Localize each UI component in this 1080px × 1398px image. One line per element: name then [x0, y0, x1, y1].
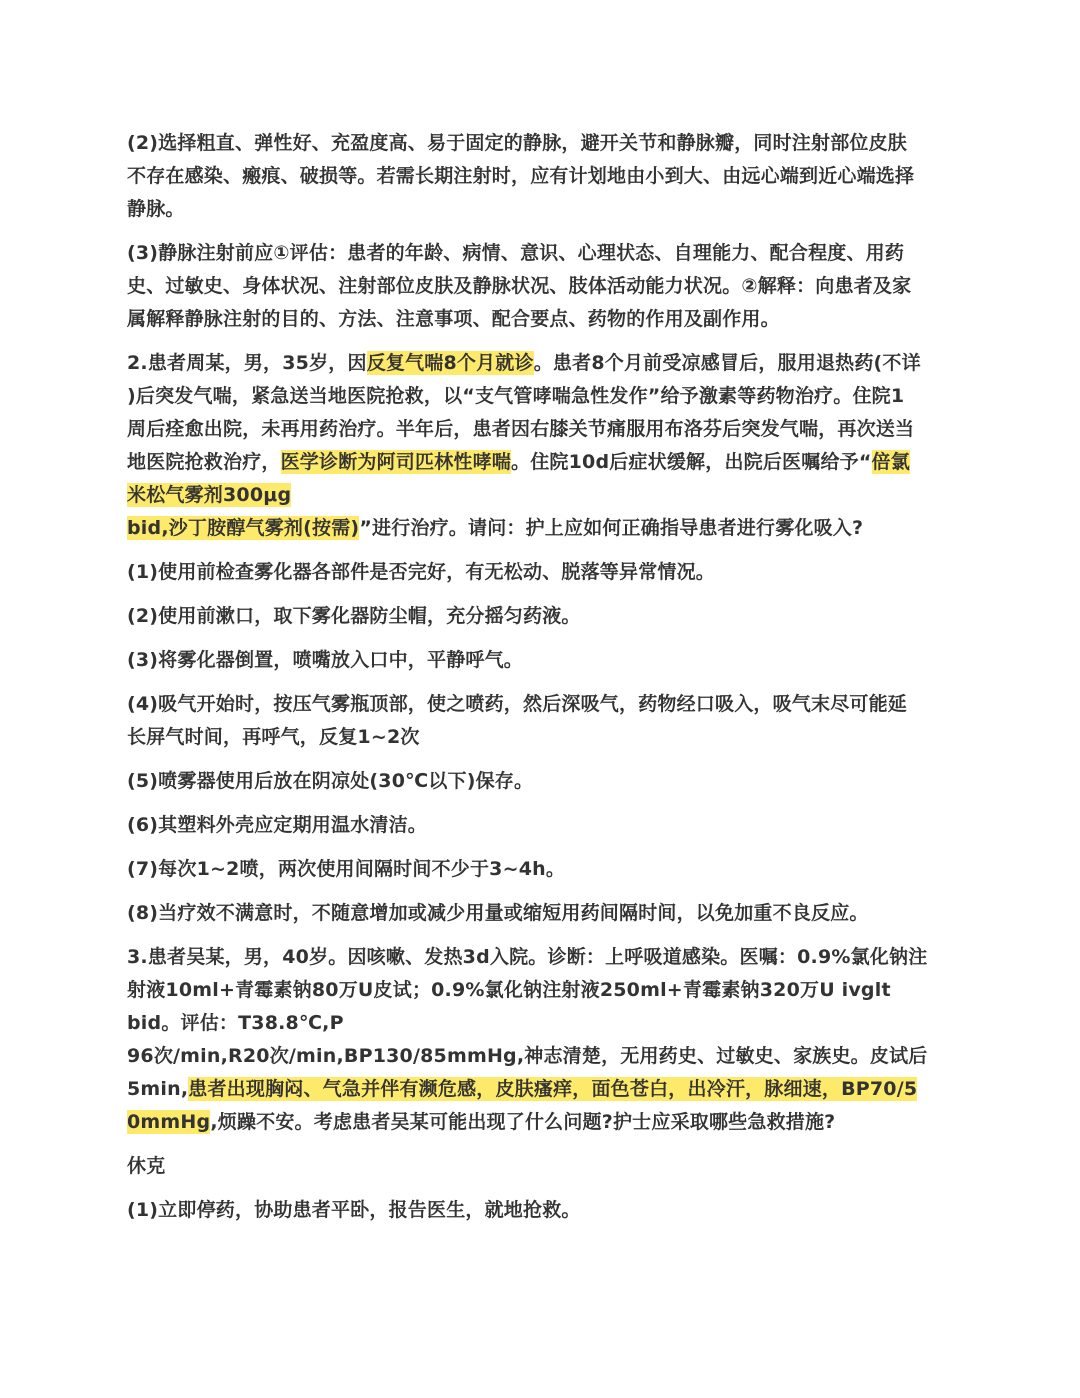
text-line	[127, 512, 957, 545]
text-segment: )后突发气喘，紧急送当地医院抢救，以“支气管哮喘急性发作”给予激素等药物治疗。住院1	[127, 385, 905, 407]
highlighted-text: 米松气雾剂300μg	[127, 484, 292, 506]
highlighted-text: 0mmHg	[127, 1111, 211, 1133]
paragraph	[127, 897, 957, 930]
text-line	[127, 974, 957, 1007]
text-segment: (4)吸气开始时，按压气雾瓶顶部，使之喷药，然后深吸气，药物经口吸入，吸气末尽可能延	[127, 693, 907, 715]
paragraph	[127, 688, 957, 754]
text-line	[127, 765, 957, 798]
paragraph	[127, 237, 957, 336]
text-segment: 周后痊愈出院，未再用药治疗。半年后，患者因右膝关节痛服用布洛芬后突发气喘，再次送当	[127, 418, 915, 440]
text-segment: ,烦躁不安。考虑患者吴某可能出现了什么问题?护士应采取哪些急救措施?	[210, 1111, 836, 1133]
paragraph	[127, 600, 957, 633]
text-line	[127, 556, 957, 589]
highlighted-text: 倍氯	[871, 451, 910, 473]
text-line	[127, 479, 957, 512]
text-line	[127, 1007, 957, 1040]
paragraph	[127, 1150, 957, 1183]
text-segment: (3)静脉注射前应①评估：患者的年龄、病情、意识、心理状态、自理能力、配合程度、用药	[127, 242, 905, 264]
text-line	[127, 600, 957, 633]
text-line	[127, 237, 957, 270]
text-line	[127, 127, 957, 160]
text-segment: 96次/min,R20次/min,BP130/85mmHg,神志清楚，无用药史、过敏史、家族史。皮试后	[127, 1045, 928, 1067]
highlighted-text: bid,沙丁胺醇气雾剂(按需)	[127, 517, 360, 539]
text-line	[127, 688, 957, 721]
paragraph	[127, 644, 957, 677]
text-segment: 不存在感染、瘢痕、破损等。若需长期注射时，应有计划地由小到大、由远心端到近心端选择	[127, 165, 915, 187]
text-segment: (5)喷雾器使用后放在阴凉处(30℃以下)保存。	[127, 770, 534, 792]
paragraph	[127, 1194, 957, 1227]
text-segment: 休克	[127, 1155, 166, 1177]
text-segment: 属解释静脉注射的目的、方法、注意事项、配合要点、药物的作用及副作用。	[127, 308, 780, 330]
text-line	[127, 1040, 957, 1073]
text-segment: (2)使用前漱口，取下雾化器防尘帽，充分摇匀药液。	[127, 605, 581, 627]
text-line	[127, 809, 957, 842]
text-segment: 史、过敏史、身体状况、注射部位皮肤及静脉状况、肢体活动能力状况。②解释：向患者及家	[127, 275, 912, 297]
highlighted-text: 患者出现胸闷、气急并伴有濒危感，皮肤瘙痒，面色苍白，出冷汗，脉细速，BP70/5	[188, 1078, 918, 1100]
text-line	[127, 270, 957, 303]
text-line	[127, 193, 957, 226]
text-segment: (8)当疗效不满意时，不随意增加或减少用量或缩短用药间隔时间，以免加重不良反应。	[127, 902, 869, 924]
text-segment: (1)立即停药，协助患者平卧，报告医生，就地抢救。	[127, 1199, 581, 1221]
highlighted-text: 医学诊断为阿司匹林性哮喘	[280, 451, 512, 473]
text-segment: (2)选择粗直、弹性好、充盈度高、易于固定的静脉，避开关节和静脉瓣，同时注射部位皮肤	[127, 132, 907, 154]
text-line	[127, 347, 957, 380]
paragraph	[127, 941, 957, 1139]
text-segment: 。患者8个月前受凉感冒后，服用退热药(不详	[533, 352, 921, 374]
text-segment: ”进行治疗。请问：护上应如何正确指导患者进行雾化吸入?	[359, 517, 864, 539]
text-segment: bid。评估：T38.8℃,P	[127, 1012, 344, 1034]
text-line	[127, 853, 957, 886]
text-segment: (6)其塑料外壳应定期用温水清洁。	[127, 814, 427, 836]
text-line	[127, 160, 957, 193]
text-segment: 射液10ml+青霉素钠80万U皮试；0.9%氯化钠注射液250ml+青霉素钠320万U ivglt	[127, 979, 891, 1001]
text-line	[127, 413, 957, 446]
text-segment: (1)使用前检查雾化器各部件是否完好，有无松动、脱落等异常情况。	[127, 561, 715, 583]
text-line	[127, 644, 957, 677]
document-body	[127, 127, 957, 1238]
text-line	[127, 446, 957, 479]
text-line	[127, 1194, 957, 1227]
text-line	[127, 721, 957, 754]
text-segment: 2.患者周某，男，35岁，因	[127, 352, 367, 374]
text-segment: (3)将雾化器倒置，喷嘴放入口中，平静呼气。	[127, 649, 523, 671]
paragraph	[127, 853, 957, 886]
text-line	[127, 1073, 957, 1106]
paragraph	[127, 347, 957, 545]
paragraph	[127, 556, 957, 589]
text-line	[127, 303, 957, 336]
paragraph	[127, 765, 957, 798]
text-line	[127, 897, 957, 930]
text-segment: 。住院10d后症状缓解，出院后医嘱给予“	[511, 451, 872, 473]
text-segment: 长屏气时间，再呼气，反复1~2次	[127, 726, 420, 748]
text-segment: 静脉。	[127, 198, 185, 220]
text-segment: 地医院抢救治疗，	[127, 451, 281, 473]
text-segment: 3.患者吴某，男，40岁。因咳嗽、发热3d入院。诊断：上呼吸道感染。医嘱：0.9%氯化钠注	[127, 946, 928, 968]
paragraph	[127, 127, 957, 226]
text-segment: 5min,	[127, 1078, 189, 1100]
text-line	[127, 380, 957, 413]
paragraph	[127, 809, 957, 842]
highlighted-text: 反复气喘8个月就诊	[366, 352, 534, 374]
text-line	[127, 941, 957, 974]
text-line	[127, 1106, 957, 1139]
text-segment: (7)每次1~2喷，两次使用间隔时间不少于3~4h。	[127, 858, 566, 880]
text-line	[127, 1150, 957, 1183]
